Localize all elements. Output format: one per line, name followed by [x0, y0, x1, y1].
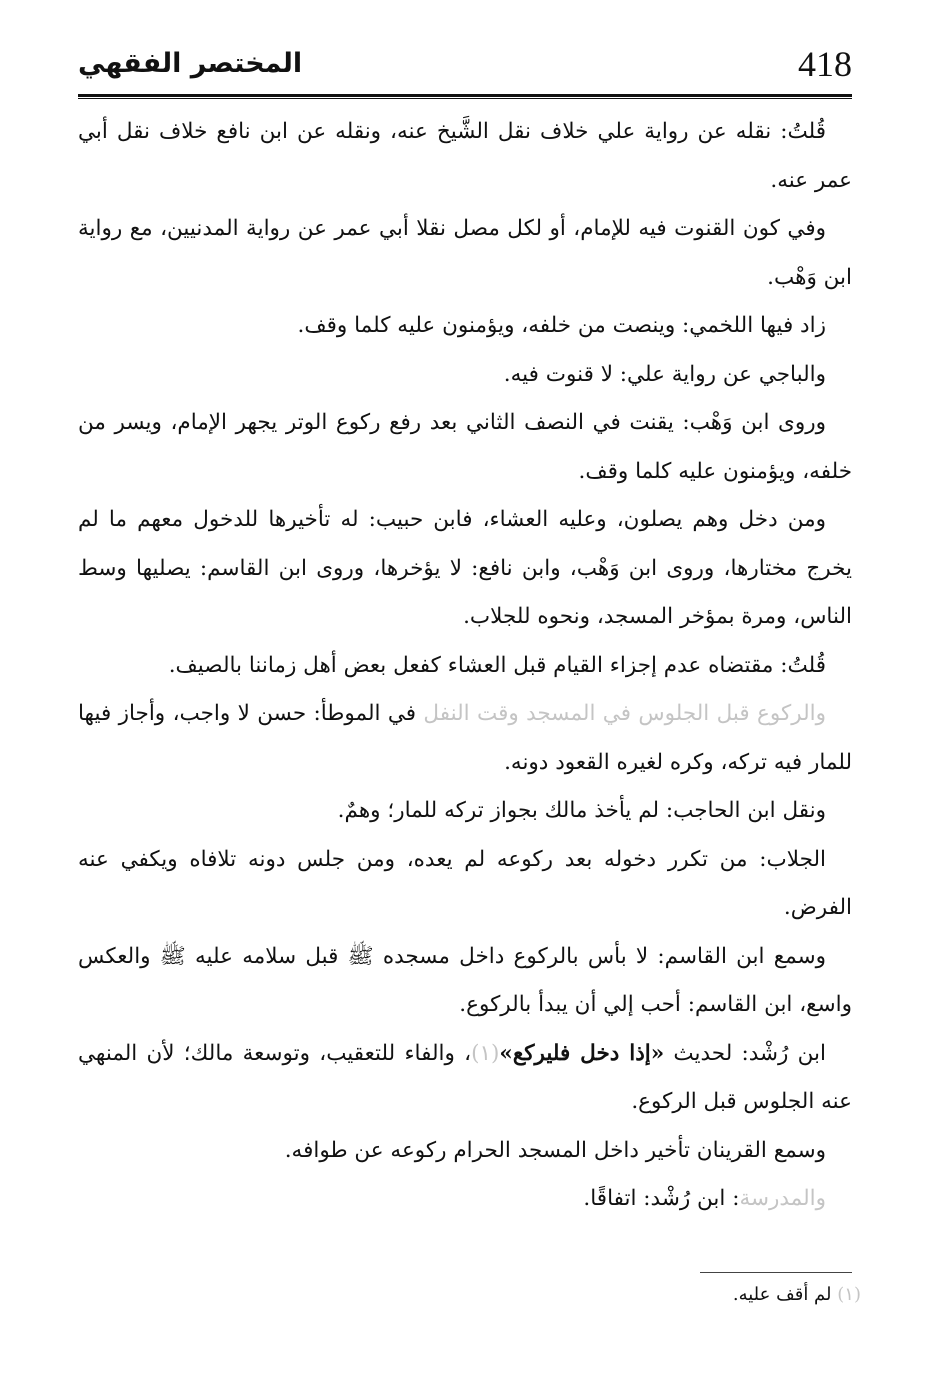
footnote-number: (١) — [837, 1284, 861, 1305]
hadith-quote: «إذا دخل فليركع» — [499, 1040, 665, 1066]
faded-text: والمدرسة — [739, 1186, 826, 1211]
paragraph: الجلاب: من تكرر دخوله بعد ركوعه لم يعده، ومن جلس دونه تلافاه ويكفي عنه الفرض. — [78, 846, 852, 920]
paragraph: وروى ابن وَهْب: يقنت في النصف الثاني بعد رفع ركوع الوتر يجهر الإمام، ويسر من خلفه، ويؤمنون عليه كلما وقف. — [78, 410, 852, 484]
footnote-divider — [700, 1272, 852, 1273]
page-header — [78, 44, 852, 94]
paragraph: وفي كون القنوت فيه للإمام، أو لكل مصل نقلا أبي عمر عن رواية المدنيين، مع رواية ابن وَهْب. — [78, 216, 852, 290]
footnote-marker: (١) — [471, 1040, 500, 1066]
paragraph: والركوع قبل الجلوس في المسجد وقت النفل في الموطأ: حسن لا واجب، وأجاز فيها للمار فيه تركه، وكره لغيره القعود دونه. — [78, 701, 852, 775]
paragraph: قُلتُ: مقتضاه عدم إجزاء القيام قبل العشاء كفعل بعض أهل زماننا بالصيف. — [168, 652, 826, 678]
paragraph: ونقل ابن الحاجب: لم يأخذ مالك بجواز تركه للمار؛ وهمٌ. — [337, 798, 826, 823]
header-divider — [78, 94, 852, 99]
paragraph: ابن رُشْد: لحديث «إذا دخل فليركع»(١)، والفاء للتعقيب، وتوسعة مالك؛ لأن المنهي عنه الجلوس قبل الركوع. — [78, 1040, 852, 1114]
main-text — [78, 108, 852, 1224]
paragraph: زاد فيها اللخمي: وينصت من خلفه، ويؤمنون عليه كلما وقف. — [297, 313, 826, 338]
page-number: 418 — [798, 44, 852, 84]
faded-text: والركوع قبل الجلوس في المسجد وقت النفل — [416, 701, 826, 726]
paragraph: قُلتُ: نقله عن رواية علي خلاف نقل الشَّيخ عنه، ونقله عن ابن نافع خلاف نقل أبي عمر عنه. — [78, 119, 852, 193]
paragraph: والباجي عن رواية علي: لا قنوت فيه. — [503, 361, 826, 387]
paragraph: وسمع ابن القاسم: لا بأس بالركوع داخل مسجده ﷺ قبل سلامه عليه ﷺ والعكس واسع، ابن القاسم: أحب إلي أن يبدأ بالركوع. — [78, 943, 852, 1017]
footnote — [733, 1280, 861, 1310]
paragraph: والمدرسة: ابن رُشْد: اتفاقًا. — [583, 1186, 826, 1211]
footnote-text: لم أقف عليه. — [732, 1284, 832, 1305]
paragraph: وسمع القرينان تأخير داخل المسجد الحرام ركوعه عن طوافه. — [284, 1137, 826, 1163]
paragraph: ومن دخل وهم يصلون، وعليه العشاء، فابن حبيب: له تأخيرها للدخول معهم ما لم يخرج مختارها، وروى ابن وَهْب، وابن نافع: لا يؤخرها، وروى ابن القاسم: يصليها وسط الناس، ومرة بمؤخر المسجد، ونحوه للجلاب. — [78, 507, 852, 629]
running-title: المختصر الفقهي — [78, 48, 303, 79]
